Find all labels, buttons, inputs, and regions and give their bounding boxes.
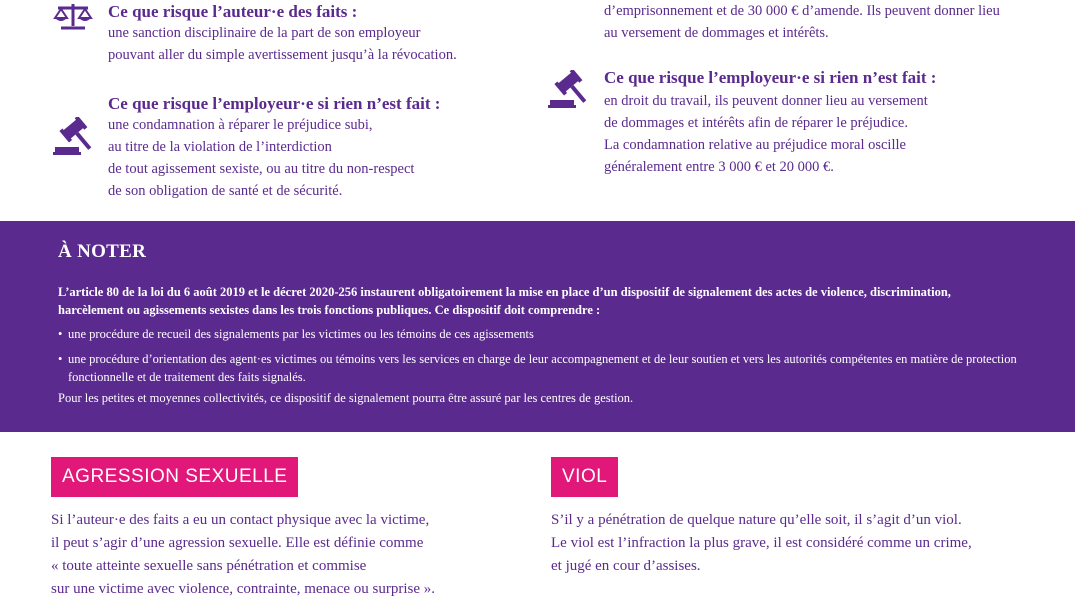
employer-risk-left-line-3: de tout agissement sexiste, ou au titre du non-respect: [108, 161, 415, 177]
agression-line-4: sur une victime avec violence, contrainte, menace ou surprise ».: [51, 581, 436, 597]
scales-icon: [53, 2, 93, 32]
author-risk-heading: Ce que risque l’auteur·e des faits :: [108, 2, 358, 21]
continuation-line-1: d’emprisonnement et de 30 000 € d’amende. Ils peuvent donner lieu: [604, 3, 1000, 19]
employer-risk-left-line-1: une condamnation à réparer le préjudice subi,: [108, 117, 373, 133]
note-title: À NOTER: [58, 241, 147, 262]
author-risk-line-2: pouvant aller du simple avertissement jusqu’à la révocation.: [108, 47, 457, 63]
note-bullet-list: [58, 325, 1048, 393]
employer-risk-right-line-2: de dommages et intérêts afin de réparer le préjudice.: [604, 115, 908, 131]
note-footer: Pour les petites et moyennes collectivités, ce dispositif de signalement pourra être assuré par les centres de gestion.: [58, 391, 634, 405]
viol-line-2: Le viol est l’infraction la plus grave, il est considéré comme un crime,: [551, 535, 972, 551]
agression-line-2: il peut s’agir d’une agression sexuelle. Elle est définie comme: [51, 535, 424, 551]
note-bullet: • une procédure de recueil des signalements par les victimes ou les témoins de ces agissements: [58, 325, 1048, 343]
note-bullet: • une procédure d’orientation des agent·es victimes ou témoins vers les services en charge de leur accompagnement et de leur soutien et vers les autorités compétentes en matière de protection fonctionnelle et de traitement des faits signalés.: [58, 350, 1048, 386]
viol-line-3: et jugé en cour d’assises.: [551, 558, 701, 574]
viol-tag: VIOL: [551, 457, 618, 497]
agression-line-3: « toute atteinte sexuelle sans pénétration et commise: [51, 558, 367, 574]
employer-risk-heading-right: Ce que risque l’employeur·e si rien n’est fait :: [604, 68, 937, 87]
agression-line-1: Si l’auteur·e des faits a eu un contact physique avec la victime,: [51, 512, 430, 528]
note-intro: L’article 80 de la loi du 6 août 2019 et le décret 2020-256 instaurent obligatoirement la mise en place d’un dispositif de signalement des actes de violence, discrimination, harcèlement ou agissements sexistes dans les trois fonctions publiques. Ce dispositif doit comprendre :: [58, 285, 951, 317]
employer-risk-left-line-4: de son obligation de santé et de sécurité.: [108, 183, 343, 199]
viol-line-1: S’il y a pénétration de quelque nature qu’elle soit, il s’agit d’un viol.: [551, 512, 962, 528]
employer-risk-heading-left: Ce que risque l’employeur·e si rien n’est fait :: [108, 94, 441, 113]
continuation-line-2: au versement de dommages et intérêts.: [604, 25, 829, 41]
employer-risk-right-line-1: en droit du travail, ils peuvent donner lieu au versement: [604, 93, 928, 109]
employer-risk-right-line-4: généralement entre 3 000 € et 20 000 €.: [604, 159, 834, 175]
gavel-icon: [548, 70, 592, 110]
author-risk-line-1: une sanction disciplinaire de la part de son employeur: [108, 25, 421, 41]
employer-risk-right-line-3: La condamnation relative au préjudice moral oscille: [604, 137, 906, 153]
employer-risk-left-line-2: au titre de la violation de l’interdiction: [108, 139, 332, 155]
agression-sexuelle-tag: AGRESSION SEXUELLE: [51, 457, 298, 497]
gavel-icon: [53, 117, 97, 157]
